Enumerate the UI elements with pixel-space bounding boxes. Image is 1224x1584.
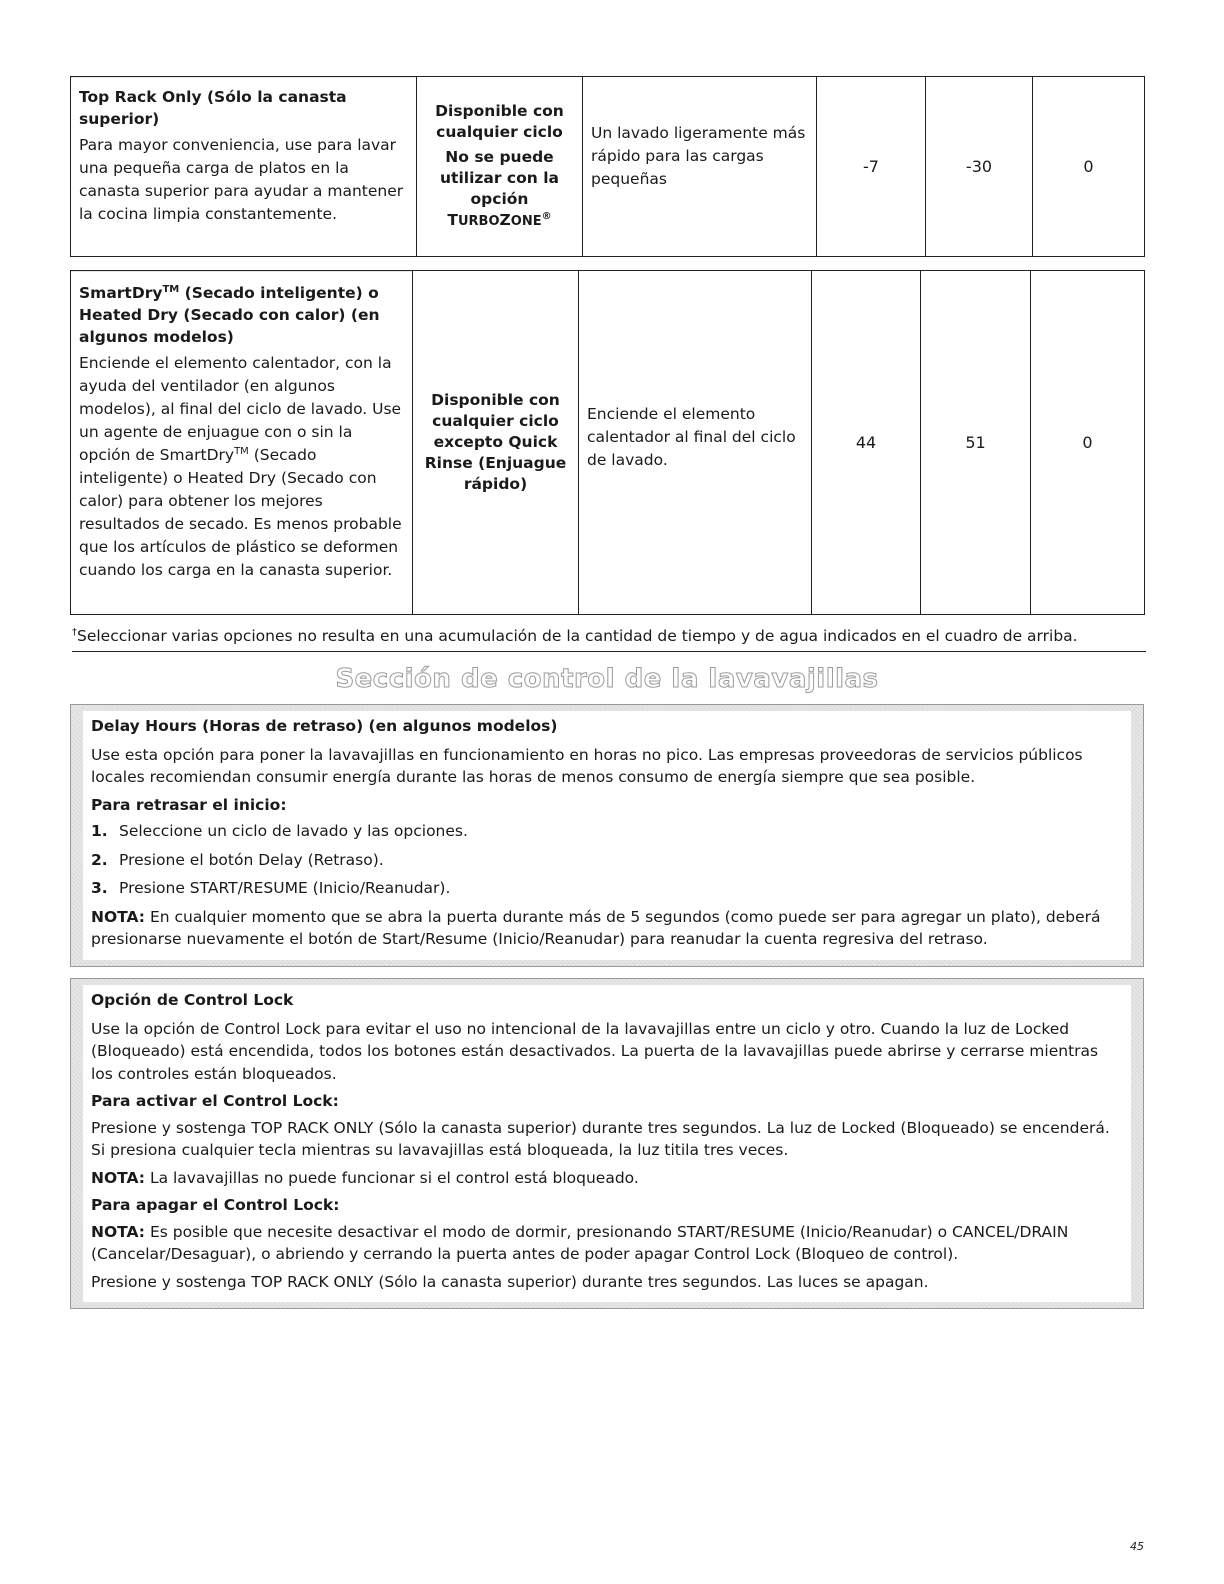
control-lock-box xyxy=(70,978,1144,1309)
cycle-value: 0 xyxy=(1083,157,1094,176)
delay-hours-box xyxy=(70,704,1144,967)
value-cell xyxy=(1031,271,1145,615)
note-label: NOTA: xyxy=(91,1168,146,1187)
option-title: SmartDry™ (Secado inteligente) o Heated Dry (Secado con calor) (en algunos modelos) xyxy=(79,283,380,346)
benefit-text: Enciende el elemento calentador al final del ciclo de lavado. xyxy=(587,405,796,469)
benefit-text: Un lavado ligeramente más rápido para las cargas pequeñas xyxy=(591,124,806,188)
cycle-option-table-smartdry xyxy=(70,270,1145,615)
cycle-value: 51 xyxy=(965,433,986,452)
footnote-text: Seleccionar varias opciones no resulta en una acumulación de la cantidad de tiempo y de agua indicados en el cuadro de arriba. xyxy=(77,627,1078,646)
value-cell xyxy=(926,77,1033,257)
value-cell xyxy=(812,271,921,615)
deactivate-text: Presione y sostenga TOP RACK ONLY (Sólo la canasta superior) durante tres segundos. Las luces se apagan. xyxy=(91,1272,929,1291)
delay-intro: Use esta opción para poner la lavavajillas en funcionamiento en horas no pico. Las empresas proveedoras de servicios públicos locales recomiendan consumir energía durante las horas de menos consumo de energía siempre que sea posible. xyxy=(91,745,1083,786)
note-label: NOTA: xyxy=(91,907,146,926)
box-title: Delay Hours (Horas de retraso) (en algunos modelos) xyxy=(91,717,558,735)
delay-note: NOTA: En cualquier momento que se abra la puerta durante más de 5 segundos (como puede ser para agregar un plato), deberá presionarse nuevamente el botón de Start/Resume (Inicio/Reanudar) para reanudar la cuenta regresiva del retraso. xyxy=(91,907,1101,948)
step-number: 2. xyxy=(91,850,108,869)
deactivate-note: NOTA: Es posible que necesite desactivar el modo de dormir, presionando START/RESUME (Inicio/Reanudar) o CANCEL/DRAIN (Cancelar/Desaguar), o abriendo y cerrando la puerta antes de poder apagar Control Lock (Bloqueo de control). xyxy=(91,1222,1069,1263)
note-label: NOTA: xyxy=(91,1222,146,1241)
option-description: Enciende el elemento calentador, con la ayuda del ventilador (en algunos modelos), al final del ciclo de lavado. Use un agente de enjuague con o sin la opción de SmartDry™ (Secado inteligente) o Heated Dry (Secado con calor) para obtener los mejores resultados de secado. Es menos probable que los artículos de plástico se deformen cuando los carga en la canasta superior. xyxy=(79,353,402,579)
box-title: Opción de Control Lock xyxy=(91,991,294,1009)
step-item xyxy=(91,820,1123,843)
cycle-value: 44 xyxy=(855,433,877,452)
cycle-value: 0 xyxy=(1082,433,1093,452)
availability-text: Disponible con cualquier ciclo xyxy=(435,102,564,141)
footnote-mark: † xyxy=(72,627,77,638)
value-cell xyxy=(1033,77,1145,257)
section-heading: Sección de control de la lavavajillas xyxy=(335,664,879,694)
step-text: Seleccione un ciclo de lavado y las opciones. xyxy=(119,822,468,840)
availability-restriction: No se puede utilizar con la opción xyxy=(440,148,559,208)
step-number: 1. xyxy=(91,822,108,840)
option-cell xyxy=(71,77,417,257)
availability-cell xyxy=(413,271,579,615)
turbozone-brand: TURBOZONE® xyxy=(447,210,552,229)
availability-cell xyxy=(417,77,583,257)
deactivate-subheading: Para apagar el Control Lock: xyxy=(91,1196,340,1214)
value-cell xyxy=(817,77,926,257)
table-footnote xyxy=(72,622,1146,652)
step-number: 3. xyxy=(91,879,108,897)
availability-text: Disponible con cualquier ciclo excepto Quick Rinse (Enjuague rápido) xyxy=(424,391,567,493)
benefit-cell xyxy=(579,271,812,615)
step-text: Presione el botón Delay (Retraso). xyxy=(119,850,384,869)
option-cell xyxy=(71,271,413,615)
lock-note: NOTA: La lavavajillas no puede funcionar si el control está bloqueado. xyxy=(91,1168,639,1187)
value-cell xyxy=(921,271,1031,615)
activate-text: Presione y sostenga TOP RACK ONLY (Sólo la canasta superior) durante tres segundos. La luz de Locked (Bloqueado) se encenderá. Si presiona cualquier tecla mientras su lavavajillas está bloqueada, la luz titila tres veces. xyxy=(91,1118,1110,1159)
step-item xyxy=(91,849,1123,872)
cycle-value: -30 xyxy=(965,157,993,176)
activate-subheading: Para activar el Control Lock: xyxy=(91,1092,339,1110)
page-number: 45 xyxy=(1130,1540,1144,1553)
lock-intro: Use la opción de Control Lock para evitar el uso no intencional de la lavavajillas entre un ciclo y otro. Cuando la luz de Locked (Bloqueado) está encendida, todos los botones están desactivados. La puerta de la lavavajillas puede abrirse y cerrarse mientras los controles están bloqueados. xyxy=(91,1019,1099,1083)
step-item xyxy=(91,877,1123,900)
cycle-option-table-top-rack xyxy=(70,76,1145,257)
option-title: Top Rack Only (Sólo la canasta superior) xyxy=(79,87,347,128)
delay-subheading: Para retrasar el inicio: xyxy=(91,795,287,814)
benefit-cell xyxy=(583,77,817,257)
option-description: Para mayor conveniencia, use para lavar una pequeña carga de platos en la canasta superior para ayudar a mantener la cocina limpia constantemente. xyxy=(79,135,404,223)
cycle-value: -7 xyxy=(863,157,879,176)
step-text: Presione START/RESUME (Inicio/Reanudar). xyxy=(119,879,451,897)
